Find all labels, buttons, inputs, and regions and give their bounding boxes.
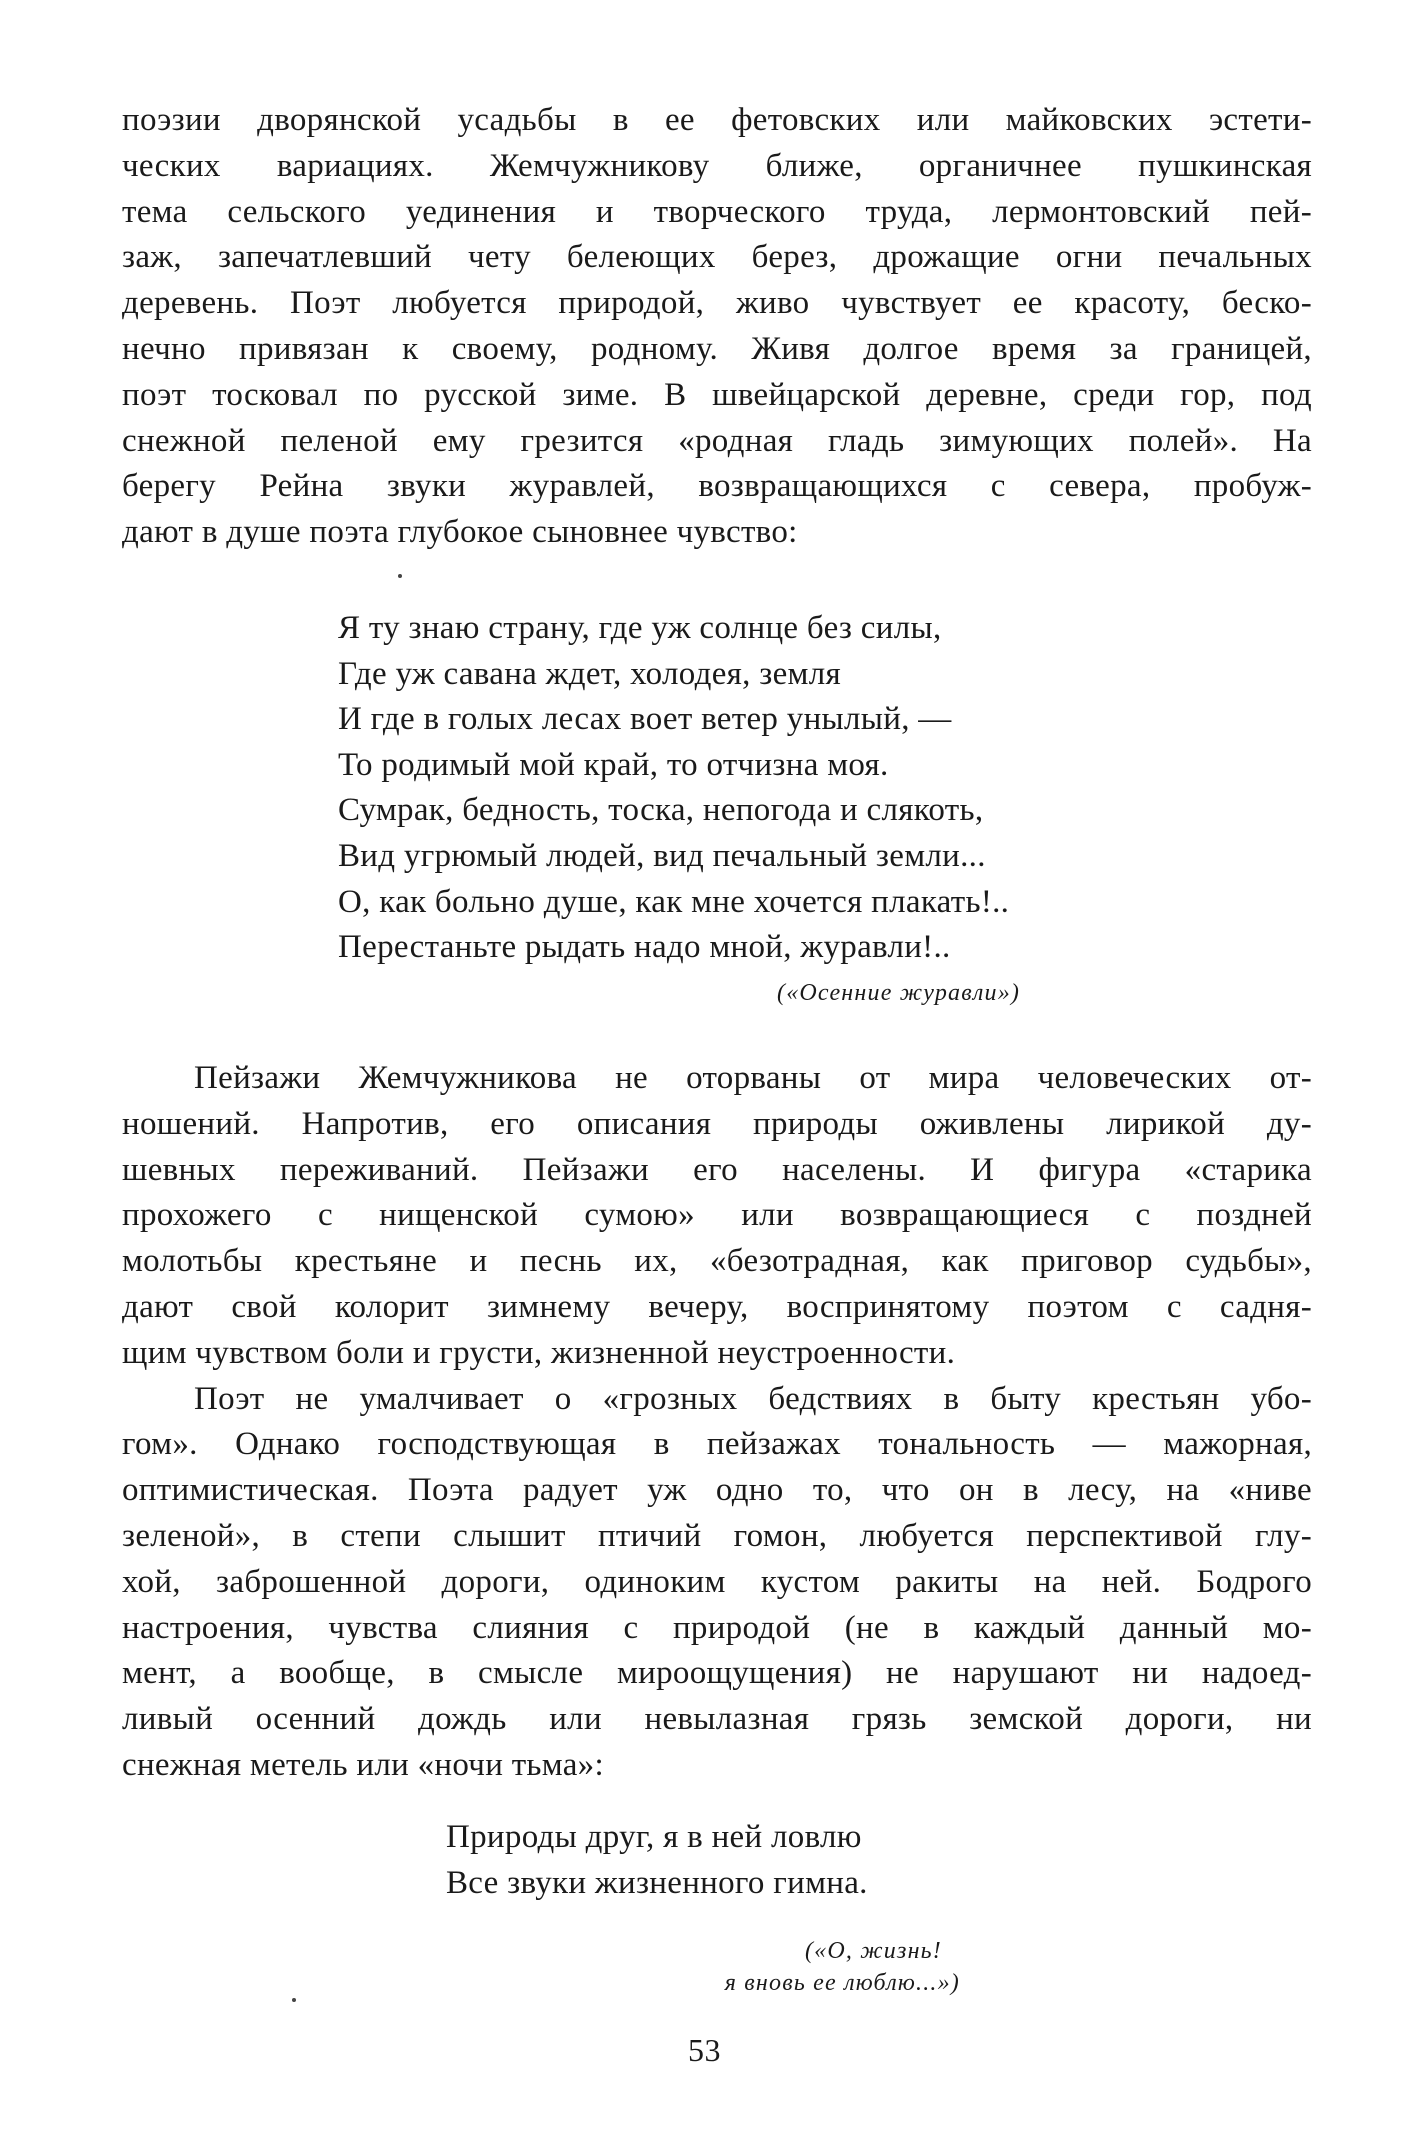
poem-line: Вид угрюмый людей, вид печальный земли... — [338, 837, 986, 874]
text-line: шевных переживаний. Пейзажи его населены. И фигура «старика — [122, 1151, 1312, 1188]
poem-line: Я ту знаю страну, где уж солнце без силы, — [338, 610, 942, 646]
text-line: ческих вариациях. Жемчужникову ближе, органичнее пушкинская — [122, 147, 1312, 184]
text-line: Пейзажи Жемчужникова не оторваны от мира человеческих от- — [194, 1060, 1312, 1096]
poem-oh-life — [446, 1815, 868, 1906]
print-speck — [292, 1998, 296, 2002]
text-line: оптимистическая. Поэта радует уж одно то, что он в лесу, на «ниве — [122, 1472, 1312, 1509]
text-line: снежная метель или «ночи тьма»: — [122, 1746, 604, 1783]
text-line: поэт тосковал по русской зиме. В швейцарской деревне, среди гор, под — [122, 376, 1312, 413]
text-line: берегу Рейна звуки журавлей, возвращающихся с севера, пробуж- — [122, 468, 1312, 505]
text-line: щим чувством боли и грусти, жизненной неустроенности. — [122, 1334, 956, 1371]
caption-line: («О, жизнь! — [804, 1938, 942, 1964]
paragraphs-2-3 — [122, 1056, 1312, 1789]
text-line: дают в душе поэта глубокое сыновнее чувство: — [122, 514, 798, 551]
poem-line: И где в голых лесах воет ветер унылый, — — [338, 701, 952, 738]
text-line: мент, а вообще, в смысле мироощущения) не нарушают ни надоед- — [122, 1655, 1312, 1692]
text-line: деревень. Поэт любуется природой, живо чувствует ее красоту, беско- — [122, 285, 1312, 322]
text-line: поэзии дворянской усадьбы в ее фетовских или майковских эстети- — [122, 102, 1312, 138]
poem-line: О, как больно душе, как мне хочется плакать!.. — [338, 883, 1010, 920]
text-line: нечно привязан к своему, родному. Живя долгое время за границей, — [122, 330, 1312, 367]
poem-line: Все звуки жизненного гимна. — [446, 1864, 868, 1901]
poem-caption: («Осенние журавли») — [777, 980, 1021, 1006]
poem-autumn-cranes — [338, 606, 1009, 971]
print-speck — [398, 574, 402, 578]
caption-line: я вновь ее люблю...») — [724, 1970, 960, 1996]
poem-line: Перестаньте рыдать надо мной, журавли!.. — [338, 929, 951, 966]
page-number: 53 — [688, 2032, 721, 2068]
poem-line: Природы друг, я в ней ловлю — [446, 1819, 862, 1855]
text-line: прохожего с нищенской сумою» или возвращающиеся с поздней — [122, 1197, 1312, 1234]
poem-line: Где уж савана ждет, холодея, земля — [338, 655, 841, 692]
text-line: заж, запечатлевший чету белеющих берез, дрожащие огни печальных — [122, 239, 1312, 276]
text-line: настроения, чувства слияния с природой (не в каждый данный мо- — [122, 1609, 1312, 1646]
poem-line: Сумрак, бедность, тоска, непогода и слякоть, — [338, 792, 984, 829]
text-line: тема сельского уединения и творческого труда, лермонтовский пей- — [122, 193, 1312, 230]
text-line: хой, заброшенной дороги, одиноким кустом ракиты на ней. Бодрого — [122, 1563, 1312, 1600]
text-line: Поэт не умалчивает о «грозных бедствиях в быту крестьян убо- — [194, 1380, 1312, 1417]
paragraph-1 — [122, 98, 1312, 556]
poem-line: То родимый мой край, то отчизна моя. — [338, 746, 889, 783]
text-line: гом». Однако господствующая в пейзажах тональность — мажорная, — [122, 1426, 1312, 1463]
text-line: дают свой колорит зимнему вечеру, воспринятому поэтом с садня- — [122, 1288, 1312, 1325]
text-line: молотьбы крестьяне и песнь их, «безотрадная, как приговор судьбы», — [122, 1243, 1312, 1280]
text-line: зеленой», в степи слышит птичий гомон, любуется перспективой глу- — [122, 1517, 1312, 1554]
text-line: снежной пеленой ему грезится «родная гладь зимующих полей». На — [122, 422, 1312, 459]
poem-caption — [560, 1935, 960, 1999]
text-line: ношений. Напротив, его описания природы оживлены лирикой ду- — [122, 1105, 1312, 1142]
text-line: ливый осенний дождь или невылазная грязь земской дороги, ни — [122, 1701, 1312, 1738]
